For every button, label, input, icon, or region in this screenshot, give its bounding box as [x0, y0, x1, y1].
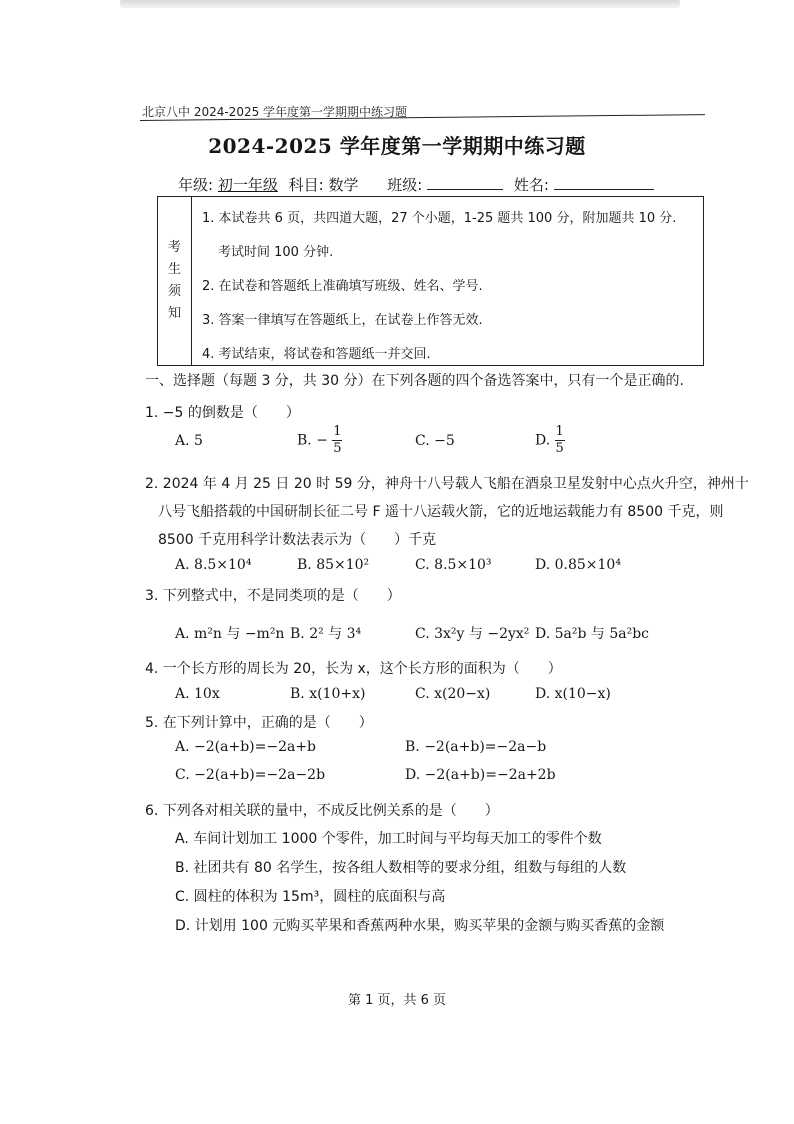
q6-option-d[interactable]: D. 计划用 100 元购买苹果和香蕉两种水果，购买苹果的金额与购买香蕉的金额	[175, 918, 665, 934]
q5-option-d[interactable]: D. −2(a+b)=−2a+2b	[405, 767, 556, 783]
question-6-stem: 6. 下列各对相关联的量中，不成反比例关系的是（ ）	[145, 803, 499, 819]
q2-option-b[interactable]: B. 85×10²	[297, 557, 370, 573]
question-2-line: 8500 千克用科学计数法表示为（ ）千克	[158, 532, 437, 548]
q5-option-a[interactable]: A. −2(a+b)=−2a+b	[175, 739, 317, 755]
q6-option-b[interactable]: B. 社团共有 80 名学生，按各组人数相等的要求分组，组数与每组的人数	[175, 860, 627, 876]
q3-option-d[interactable]: D. 5a²b 与 5a²bc	[535, 626, 650, 642]
class-blank[interactable]	[427, 175, 503, 190]
notice-label-char: 生	[167, 262, 181, 277]
subject-value: 数学	[328, 176, 359, 194]
name-blank[interactable]	[554, 175, 654, 190]
q2-option-c[interactable]: C. 8.5×10³	[415, 557, 492, 573]
subject-label: 科目:	[288, 176, 324, 194]
notice-item: 2. 在试卷和答题纸上准确填写班级、姓名、学号.	[202, 279, 483, 294]
running-header: 北京八中 2024-2025 学年度第一学期期中练习题	[142, 105, 408, 119]
fraction-numerator: 1	[555, 424, 564, 439]
notice-label-char: 知	[167, 306, 181, 321]
class-label: 班级:	[387, 176, 423, 194]
q4-option-d[interactable]: D. x(10−x)	[535, 686, 611, 702]
question-2-line: 2. 2024 年 4 月 25 日 20 时 59 分，神舟十八号载人飞船在酒泉卫星发射中心点火升空，神州十	[145, 476, 749, 492]
question-1-stem: 1. −5 的倒数是（ ）	[145, 405, 300, 421]
name-label: 姓名:	[513, 176, 549, 194]
q5-option-c[interactable]: C. −2(a+b)=−2a−2b	[175, 767, 326, 783]
exam-title: 2024-2025 学年度第一学期期中练习题	[208, 134, 586, 158]
grade-value: 初一年级	[217, 176, 278, 194]
q1-option-d[interactable]	[535, 425, 565, 456]
q5-option-b[interactable]: B. −2(a+b)=−2a−b	[405, 739, 547, 755]
page-footer: 第 1 页，共 6 页	[347, 993, 447, 1008]
fraction	[332, 425, 342, 456]
notice-item: 考试时间 100 分钟.	[218, 245, 334, 260]
q4-option-c[interactable]: C. x(20−x)	[415, 686, 491, 702]
section-heading: 一、选择题（每题 3 分，共 30 分）在下列各题的四个备选答案中，只有一个是正确的.	[145, 373, 684, 389]
q1-option-b[interactable]	[297, 425, 342, 456]
q3-option-b[interactable]: B. 2² 与 3⁴	[290, 626, 362, 642]
student-info-line	[178, 174, 654, 195]
q6-option-c[interactable]: C. 圆柱的体积为 15m³，圆柱的底面积与高	[175, 889, 446, 905]
q1-option-a[interactable]: A. 5	[175, 433, 203, 449]
question-4-stem: 4. 一个长方形的周长为 20，长为 x，这个长方形的面积为（ ）	[145, 661, 562, 677]
q4-option-b[interactable]: B. x(10+x)	[290, 686, 366, 702]
q3-option-c[interactable]: C. 3x²y 与 −2yx²	[415, 626, 530, 642]
fraction	[555, 425, 565, 456]
question-3-stem: 3. 下列整式中，不是同类项的是（ ）	[145, 588, 401, 604]
notice-item: 3. 答案一律填写在答题纸上，在试卷上作答无效.	[202, 313, 483, 328]
fraction-denominator: 5	[333, 441, 342, 456]
notice-item: 1. 本试卷共 6 页，共四道大题，27 个小题，1-25 题共 100 分，附加题共 10 分.	[202, 211, 677, 226]
question-2-line: 八号飞船搭载的中国研制长征二号 F 遥十八运载火箭，它的近地运载能力有 8500 千克，则	[158, 504, 724, 520]
q2-option-d[interactable]: D. 0.85×10⁴	[535, 557, 621, 573]
exam-notice-box	[157, 196, 704, 366]
question-5-stem: 5. 在下列计算中，正确的是（ ）	[145, 715, 373, 731]
notice-label-char: 须	[167, 284, 181, 299]
q1-option-b-prefix: B. −	[297, 432, 328, 449]
q4-option-a[interactable]: A. 10x	[175, 686, 220, 702]
q1-option-d-prefix: D.	[535, 432, 551, 449]
q6-option-a[interactable]: A. 车间计划加工 1000 个零件，加工时间与平均每天加工的零件个数	[175, 831, 602, 847]
notice-label	[158, 197, 192, 365]
fraction-denominator: 5	[555, 441, 564, 456]
q1-option-c[interactable]: C. −5	[415, 433, 455, 449]
scan-edge	[120, 0, 680, 8]
fraction-numerator: 1	[333, 424, 342, 439]
q3-option-a[interactable]: A. m²n 与 −m²n	[175, 626, 285, 642]
notice-label-char: 考	[167, 240, 181, 255]
q2-option-a[interactable]: A. 8.5×10⁴	[175, 557, 252, 573]
notice-item: 4. 考试结束，将试卷和答题纸一并交回.	[202, 347, 431, 362]
grade-label: 年级:	[178, 176, 214, 194]
